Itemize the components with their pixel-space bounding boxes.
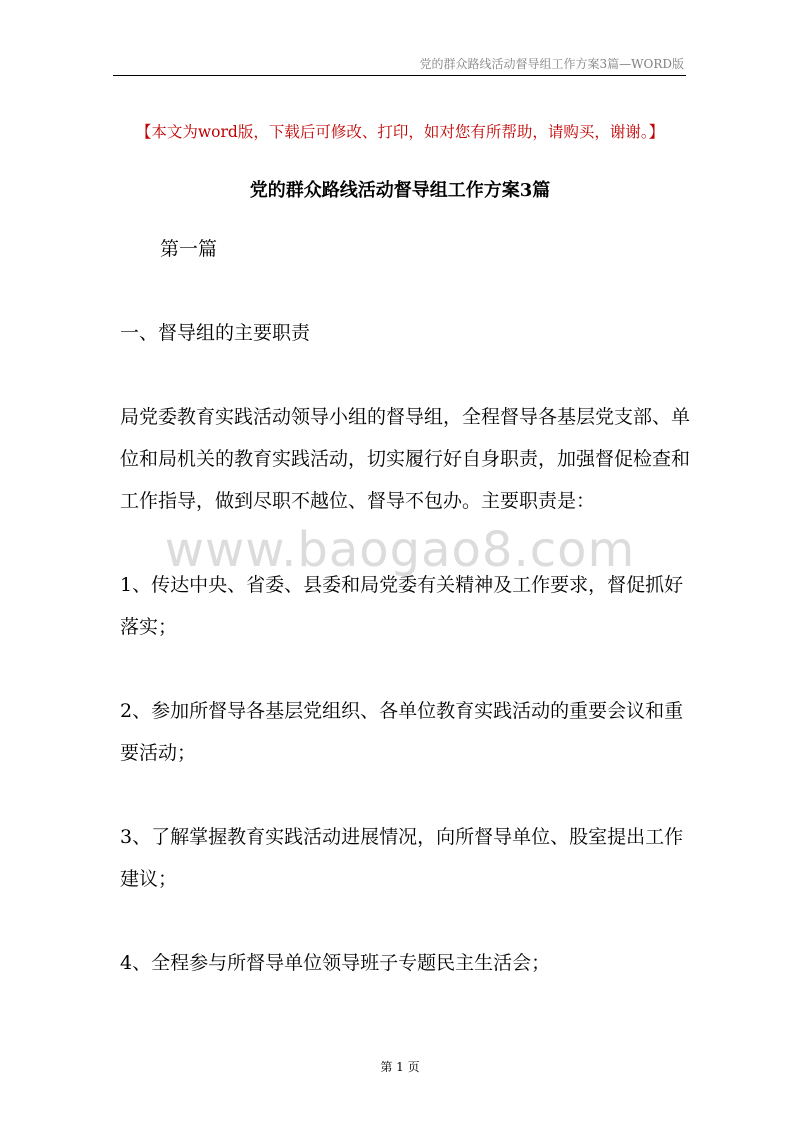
section-heading: 一、督导组的主要职责 [120,322,311,344]
page-number: 第 1 页 [380,1060,420,1074]
list-item: 2、参加所督导各基层党组织、各单位教育实践活动的重要会议和重要活动； [120,700,684,764]
list-item: 4、全程参与所督导单位领导班子专题民主生活会； [120,952,551,974]
list-item: 3、了解掌握教育实践活动进展情况，向所督导单位、股室提出工作建议； [120,826,684,890]
watermark: www.baogao8.com [164,522,636,578]
part-label: 第一篇 [160,238,218,260]
list-item: 1、传达中央、省委、县委和局党委有关精神及工作要求，督促抓好落实； [120,574,684,638]
document-title: 党的群众路线活动督导组工作方案3篇 [249,180,551,201]
intro-paragraph: 局党委教育实践活动领导小组的督导组，全程督导各基层党支部、单位和局机关的教育实践活动，切实履行好自身职责，加强督促检查和工作指导，做到尽职不越位、督导不包办。主要职责是： [120,406,691,512]
running-header: 党的群众路线活动督导组工作方案3篇—WORD版 [419,57,684,71]
purchase-notice: 【本文为word版，下载后可修改、打印，如对您有所帮助，请购买，谢谢。】 [135,123,665,141]
header-rule [113,75,686,76]
